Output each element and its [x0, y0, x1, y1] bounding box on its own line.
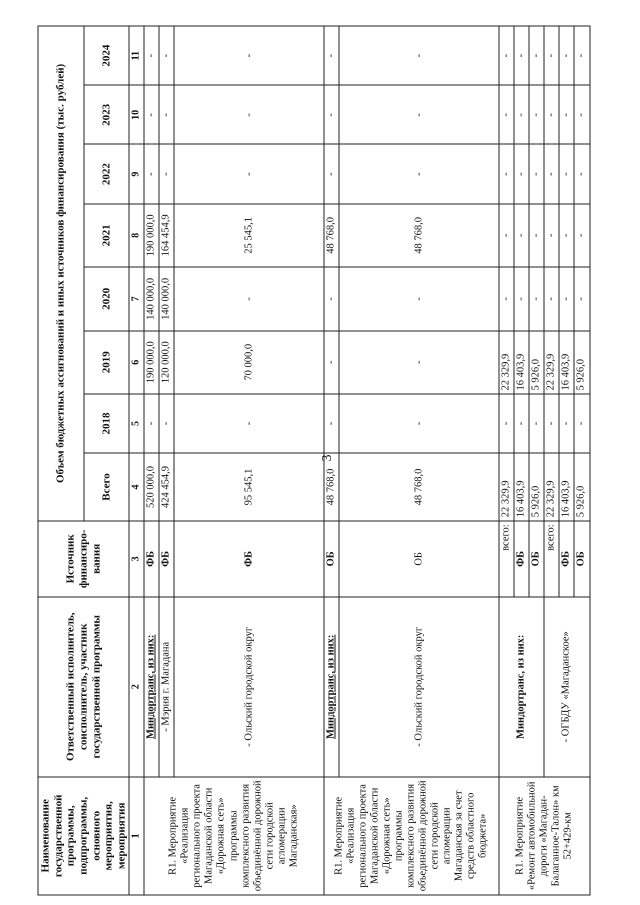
value-cell: - — [339, 331, 499, 394]
source-cell: всего: — [544, 521, 559, 597]
value-cell: - — [339, 85, 499, 144]
executor-cell: - ОГБДУ «Магаданское» — [544, 597, 589, 777]
header-financing-group: Объем бюджетных ассигнований и иных источников финансирования (тыс. рублей) — [38, 26, 84, 521]
value-cell: - — [174, 85, 324, 144]
value-cell: 190 000,0 — [144, 331, 159, 394]
source-cell: всего: — [499, 521, 514, 597]
value-cell: - — [159, 26, 174, 85]
executor-cell: Миндортранс, из них: — [499, 597, 544, 777]
value-cell: - — [574, 26, 589, 85]
value-cell: 120 000,0 — [159, 331, 174, 394]
activity-name: R1. Мероприятие «Реализация регионального проекта Магаданской области «Дорожная сеть» программы комплексного развития объединённой дорожной сети городской агломерации Магаданская за счет средств областного бюджета» — [324, 777, 499, 895]
header-executor: Ответственный исполнитель, соисполнитель, участник государственной программы — [38, 597, 129, 777]
value-cell: 48 768,0 — [339, 204, 499, 267]
value-cell: - — [529, 26, 544, 85]
value-cell: - — [499, 394, 514, 453]
value-cell: 16 403,9 — [514, 331, 529, 394]
value-cell: - — [559, 26, 574, 85]
column-number: 9 — [129, 145, 144, 204]
table-row — [544, 26, 559, 895]
value-cell: - — [499, 145, 514, 204]
table-row — [339, 26, 499, 895]
value-cell: - — [324, 85, 339, 144]
value-cell: - — [529, 145, 544, 204]
value-cell: 5 926,0 — [574, 331, 589, 394]
header-year: 2023 — [84, 85, 130, 144]
executor-cell: Миндортранс, из них: — [144, 597, 159, 777]
column-number: 11 — [129, 26, 144, 85]
column-number: 6 — [129, 331, 144, 394]
value-cell: - — [339, 394, 499, 453]
value-cell: 25 545,1 — [174, 204, 324, 267]
value-cell: - — [499, 267, 514, 330]
column-number: 1 — [129, 777, 144, 895]
value-cell: - — [159, 394, 174, 453]
value-cell: - — [514, 145, 529, 204]
source-cell: ФБ — [514, 521, 529, 597]
value-cell: 16 403,9 — [559, 453, 574, 521]
value-cell: - — [574, 145, 589, 204]
value-cell: - — [544, 394, 559, 453]
value-cell: 22 329,9 — [499, 331, 514, 394]
value-cell: - — [559, 85, 574, 144]
value-cell: - — [339, 26, 499, 85]
executor-cell: - Ольский городской округ — [339, 597, 499, 777]
value-cell: 70 000,0 — [174, 331, 324, 394]
value-cell: - — [499, 204, 514, 267]
value-cell: 190 000,0 — [144, 204, 159, 267]
value-cell: 5 926,0 — [574, 453, 589, 521]
column-number: 4 — [129, 453, 144, 521]
table-row — [159, 26, 174, 895]
financing-table — [38, 26, 591, 896]
value-cell: - — [174, 145, 324, 204]
page-number: 3 — [320, 454, 335, 462]
value-cell: 140 000,0 — [159, 267, 174, 330]
value-cell: - — [559, 267, 574, 330]
column-number: 2 — [129, 597, 144, 777]
value-cell: 22 329,9 — [544, 453, 559, 521]
column-number: 3 — [129, 521, 144, 597]
value-cell: 48 768,0 — [339, 453, 499, 521]
header-year: 2018 — [84, 394, 130, 453]
value-cell: - — [144, 394, 159, 453]
rotated-table-wrapper — [38, 26, 613, 896]
value-cell: - — [559, 394, 574, 453]
value-cell: 95 545,1 — [174, 453, 324, 521]
column-number: 5 — [129, 394, 144, 453]
value-cell: 140 000,0 — [144, 267, 159, 330]
value-cell: - — [529, 85, 544, 144]
header-source: Источник финансиро-вания — [38, 521, 129, 597]
executor-cell: - Ольский городской округ — [174, 597, 324, 777]
value-cell: 5 926,0 — [529, 453, 544, 521]
column-number: 10 — [129, 85, 144, 144]
header-year: 2022 — [84, 145, 130, 204]
value-cell: 22 329,9 — [544, 331, 559, 394]
value-cell: - — [174, 267, 324, 330]
value-cell: - — [324, 331, 339, 394]
value-cell: - — [544, 85, 559, 144]
value-cell: - — [339, 145, 499, 204]
value-cell: 520 000,0 — [144, 453, 159, 521]
value-cell: - — [574, 267, 589, 330]
value-cell: - — [544, 204, 559, 267]
value-cell: - — [144, 85, 159, 144]
value-cell: - — [514, 204, 529, 267]
header-year: Всего — [84, 453, 130, 521]
header-year: 2019 — [84, 331, 130, 394]
value-cell: 16 403,9 — [559, 331, 574, 394]
value-cell: - — [574, 204, 589, 267]
value-cell: - — [324, 394, 339, 453]
value-cell: - — [499, 26, 514, 85]
executor-cell: - Мэрия г. Магадана — [159, 597, 174, 777]
value-cell: - — [514, 394, 529, 453]
value-cell: - — [514, 267, 529, 330]
header-year: 2020 — [84, 267, 130, 330]
value-cell: - — [499, 85, 514, 144]
value-cell: - — [514, 26, 529, 85]
column-number: 8 — [129, 204, 144, 267]
value-cell: - — [529, 394, 544, 453]
value-cell: - — [339, 267, 499, 330]
value-cell: - — [174, 26, 324, 85]
value-cell: - — [159, 85, 174, 144]
table-row — [144, 26, 159, 895]
value-cell: - — [514, 85, 529, 144]
value-cell: 164 454,9 — [159, 204, 174, 267]
value-cell: - — [544, 26, 559, 85]
value-cell: 424 454,9 — [159, 453, 174, 521]
column-number: 7 — [129, 267, 144, 330]
header-program-name: Наименование государственной программы, подпрограммы, основного мероприятия, мероприятия — [38, 777, 129, 895]
value-cell: 16 403,9 — [514, 453, 529, 521]
activity-name: R1. Мероприятие «Реализация регионального проекта Магаданской области «Дорожная сеть» программы комплексного развития объединённой дорожной сети городской агломерации Магаданская» — [144, 777, 324, 895]
source-cell: ОБ — [324, 521, 339, 597]
value-cell: - — [529, 267, 544, 330]
value-cell: - — [559, 145, 574, 204]
header-year: 2021 — [84, 204, 130, 267]
value-cell: 48 768,0 — [324, 204, 339, 267]
value-cell: - — [574, 85, 589, 144]
value-cell: - — [144, 145, 159, 204]
value-cell: - — [324, 26, 339, 85]
value-cell: - — [144, 26, 159, 85]
source-cell: ОБ — [574, 521, 589, 597]
value-cell: - — [544, 267, 559, 330]
header-year: 2024 — [84, 26, 130, 85]
source-cell: ФБ — [159, 521, 174, 597]
source-cell: ОБ — [529, 521, 544, 597]
value-cell: - — [529, 204, 544, 267]
column-numbers-row — [129, 26, 144, 895]
source-cell: ФБ — [144, 521, 159, 597]
executor-cell: Миндортранс, из них: — [324, 597, 339, 777]
value-cell: - — [559, 204, 574, 267]
value-cell: - — [324, 267, 339, 330]
value-cell: - — [174, 394, 324, 453]
value-cell: - — [159, 145, 174, 204]
table-row — [324, 26, 339, 895]
source-cell: ОБ — [339, 521, 499, 597]
source-cell: ФБ — [559, 521, 574, 597]
activity-name: R1. Мероприятие «Ремонт автомобильной дороги «Магадан-Балаганное-Талон» км 52+429-км — [499, 777, 589, 895]
table-row — [174, 26, 324, 895]
value-cell: 5 926,0 — [529, 331, 544, 394]
value-cell: 48 768,0 — [324, 453, 339, 521]
value-cell: - — [574, 394, 589, 453]
table-row — [499, 26, 514, 895]
value-cell: - — [544, 145, 559, 204]
value-cell: - — [324, 145, 339, 204]
source-cell: ФБ — [174, 521, 324, 597]
value-cell: 22 329,9 — [499, 453, 514, 521]
